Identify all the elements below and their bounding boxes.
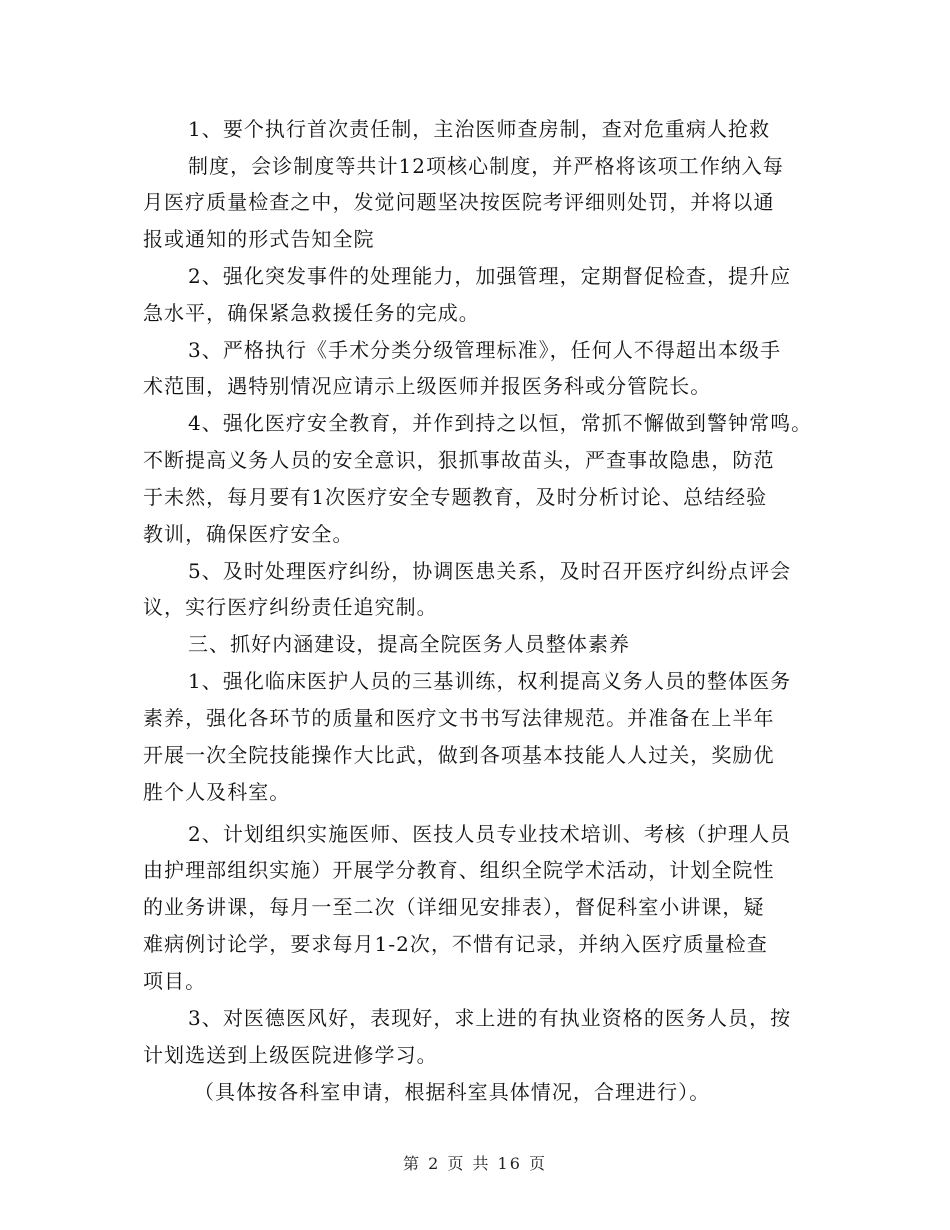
text-line: 急水平，确保紧急救援任务的完成。 xyxy=(143,301,480,325)
text-line: 2、强化突发事件的处理能力，加强管理，定期督促检查，提升应 xyxy=(188,264,792,288)
text-line: 1、要个执行首次责任制，主治医师查房制，查对危重病人抢救 xyxy=(188,117,771,141)
text-line: 术范围，遇特别情况应请示上级医师并报医务科或分管院长。 xyxy=(143,374,712,398)
text-line: 于未然，每月要有1次医疗安全专题教育，及时分析讨论、总结经验 xyxy=(143,485,768,509)
text-line: 教训，确保医疗安全。 xyxy=(143,522,354,546)
text-line: 2、计划组织实施医师、医技人员专业技术培训、考核（护理人员 xyxy=(188,822,792,846)
text-line: 计划选送到上级医院进修学习。 xyxy=(143,1043,438,1067)
text-line: 报或通知的形式告知全院 xyxy=(143,227,375,251)
text-line: 胜个人及科室。 xyxy=(143,780,291,804)
text-line: 素养，强化各环节的质量和医疗文书书写法律规范。并准备在上半年 xyxy=(143,706,775,730)
text-line: 1、强化临床医护人员的三基训练，权利提高义务人员的整体医务 xyxy=(188,669,792,693)
text-line: 难病例讨论学，要求每月1-2次，不惜有记录，并纳入医疗质量检查 xyxy=(143,932,768,956)
text-line: 议，实行医疗纠纷责任追究制。 xyxy=(143,595,438,619)
text-line: 3、严格执行《手术分类分级管理标准》，任何人不得超出本级手 xyxy=(188,338,782,362)
text-line: 3、对医德医风好，表现好，求上进的有执业资格的医务人员，按 xyxy=(188,1006,792,1030)
text-line: 开展一次全院技能操作大比武，做到各项基本技能人人过关，奖励优 xyxy=(143,743,775,767)
text-line: 项目。 xyxy=(143,969,207,993)
text-line: （具体按各科室申请，根据科室具体情况，合理进行）。 xyxy=(194,1080,711,1104)
text-line: 不断提高义务人员的安全意识，狠抓事故苗头，严查事故隐患，防范 xyxy=(143,448,775,472)
page-number-footer: 第 2 页 共 16 页 xyxy=(403,1154,547,1173)
text-line: 4、强化医疗安全教育，并作到持之以恒，常抓不懈做到警钟常鸣。 xyxy=(188,411,813,435)
text-line: 5、及时处理医疗纠纷，协调医患关系，及时召开医疗纠纷点评会 xyxy=(188,559,792,583)
text-line: 由护理部组织实施）开展学分教育、组织全院学术活动，计划全院性 xyxy=(143,858,775,882)
text-line: 月医疗质量检查之中，发觉问题坚决按医院考评细则处罚，并将以通 xyxy=(143,190,775,214)
section-heading: 三、抓好内涵建设，提高全院医务人员整体素养 xyxy=(188,632,631,656)
text-line: 制度，会诊制度等共计12项核心制度，并严格将该项工作纳入每 xyxy=(188,154,784,178)
text-line: 的业务讲课，每月一至二次（详细见安排表），督促科室小讲课，疑 xyxy=(143,895,765,919)
